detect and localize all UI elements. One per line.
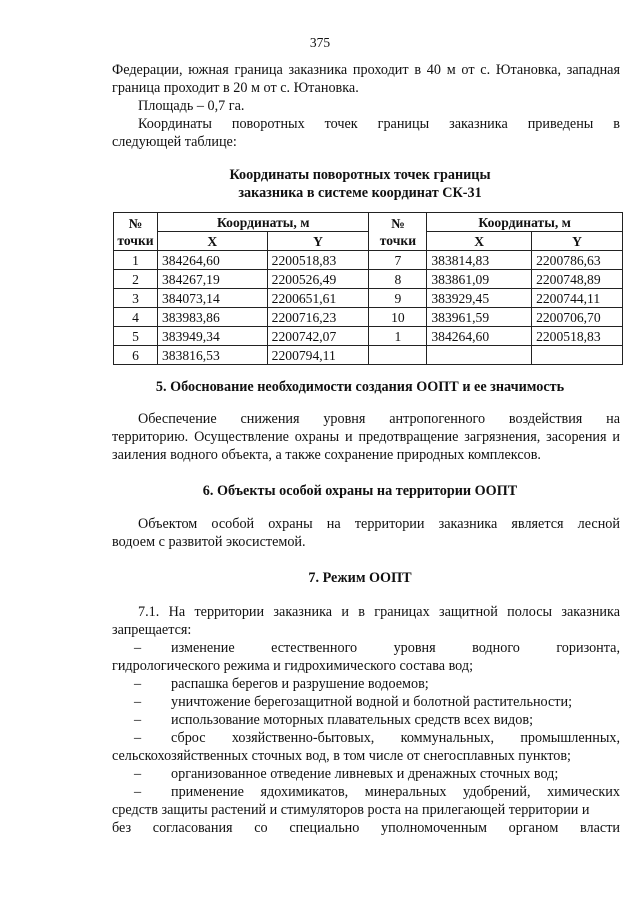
x-value: 383961,59	[427, 308, 532, 327]
point-number: 8	[369, 270, 427, 289]
point-number: 1	[114, 251, 158, 270]
x-value: 384264,60	[427, 327, 532, 346]
y-header: Y	[267, 232, 369, 251]
list-item-first: уничтожение берегозащитной водной и болотной растительности;	[171, 694, 573, 710]
list-item	[112, 694, 620, 712]
point-number: 3	[114, 289, 158, 308]
table-row	[114, 270, 623, 289]
x-value: 383983,86	[157, 308, 267, 327]
x-value: 384073,14	[157, 289, 267, 308]
table-title-line-2: заказника в системе координат СК-31	[238, 185, 482, 201]
table-subheader-row	[114, 232, 623, 251]
y-value: 2200794,11	[267, 346, 369, 365]
table-title-line-1: Координаты поворотных точек границы	[229, 167, 491, 183]
list-item-first: использование моторных плавательных средств всех видов;	[171, 712, 534, 728]
dash-marker: –	[134, 712, 142, 728]
section-5-line-1: Обеспечение снижения уровня антропогенного воздействия на	[138, 411, 620, 427]
point-number-header-bottom: точки	[379, 232, 417, 248]
intro-line-1: Федерации, южная граница заказника проходит в 40 м от с. Ютановка, западная	[112, 62, 620, 78]
list-item-rest: гидрологического режима и гидрохимического состава вод;	[112, 657, 474, 674]
point-number: 7	[369, 251, 427, 270]
list-item	[112, 640, 620, 675]
point-number: 2	[114, 270, 158, 289]
section-6-line-2: водоем с развитой экосистемой.	[112, 534, 306, 550]
section-7-p1-line-1: 7.1. На территории заказника и в границах защитной полосы заказника	[138, 604, 620, 620]
list-item	[112, 676, 620, 694]
y-value: 2200748,89	[532, 270, 623, 289]
point-number-header-top: №	[391, 215, 405, 231]
dash-marker: –	[134, 694, 142, 710]
dash-marker: –	[134, 766, 142, 782]
point-number: 10	[369, 308, 427, 327]
x-value: 383929,45	[427, 289, 532, 308]
list-item-first: организованное отведение ливневых и дренажных сточных вод;	[171, 766, 559, 782]
section-5-rest: территорию. Осуществление охраны и предотвращение загрязнения, засорения и заиления водного объекта, а также сохранение природных комплексов.	[112, 429, 620, 463]
coords-intro-line-2: следующей таблице:	[112, 134, 237, 150]
list-item-rest: средств защиты растений и стимуляторов роста на прилегающей территории и	[112, 801, 590, 818]
intro-line-2: граница проходит в 20 м от с. Ютановка.	[112, 80, 359, 96]
y-value	[532, 346, 623, 365]
x-header-2: X	[427, 232, 532, 251]
x-value: 384267,19	[157, 270, 267, 289]
y-value: 2200742,07	[267, 327, 369, 346]
list-continuation: без согласования со специально уполномоченным органом власти	[112, 820, 620, 836]
dash-marker: –	[134, 730, 142, 746]
point-number: 1	[369, 327, 427, 346]
y-value: 2200706,70	[532, 308, 623, 327]
list-item-first: распашка берегов и разрушение водоемов;	[171, 676, 429, 692]
table-row	[114, 308, 623, 327]
list-item-first: применение ядохимикатов, минеральных удобрений, химических	[171, 784, 620, 800]
point-number: 6	[114, 346, 158, 365]
point-number-header-bottom: точки	[117, 232, 154, 248]
area-text: Площадь – 0,7 га.	[138, 98, 245, 114]
y-value: 2200716,23	[267, 308, 369, 327]
x-header: X	[157, 232, 267, 251]
y-value: 2200786,63	[532, 251, 623, 270]
y-value: 2200651,61	[267, 289, 369, 308]
list-item	[112, 730, 620, 765]
point-number-header-top: №	[128, 215, 143, 231]
point-number-header-2	[369, 213, 427, 251]
section-6-title: 6. Объекты особой охраны на территории ООПТ	[202, 483, 518, 499]
list-item-rest: сельскохозяйственных сточных вод, в том числе от снегосплавных пунктов;	[112, 747, 571, 764]
list-item-first: изменение естественного уровня водного горизонта,	[171, 640, 620, 656]
list-item	[112, 766, 620, 784]
y-value: 2200744,11	[532, 289, 623, 308]
section-7-p1-line-2: запрещается:	[112, 622, 192, 638]
x-value: 383816,53	[157, 346, 267, 365]
section-7-title: 7. Режим ООПТ	[308, 570, 412, 586]
coords-header: Координаты, м	[157, 213, 368, 232]
x-value: 384264,60	[157, 251, 267, 270]
x-value: 383814,83	[427, 251, 532, 270]
point-number: 4	[114, 308, 158, 327]
coordinates-table	[113, 212, 623, 365]
list-item	[112, 712, 620, 730]
list-item	[112, 784, 620, 819]
section-6-line-1: Объектом особой охраны на территории заказника является лесной	[138, 516, 620, 532]
dash-marker: –	[134, 640, 142, 656]
point-number-header	[114, 213, 158, 251]
coords-intro-line-1: Координаты поворотных точек границы заказника приведены в	[138, 116, 620, 132]
y-value: 2200518,83	[267, 251, 369, 270]
x-value: 383861,09	[427, 270, 532, 289]
y-value: 2200518,83	[532, 327, 623, 346]
point-number: 5	[114, 327, 158, 346]
table-header-row	[114, 213, 623, 232]
point-number: 9	[369, 289, 427, 308]
dash-marker: –	[134, 676, 142, 692]
table-row	[114, 251, 623, 270]
table-row	[114, 346, 623, 365]
y-value: 2200526,49	[267, 270, 369, 289]
dash-marker: –	[134, 784, 142, 800]
table-row	[114, 327, 623, 346]
section-5-title: 5. Обоснование необходимости создания ООПТ и ее значимость	[155, 379, 565, 395]
list-item-first: сброс хозяйственно-бытовых, коммунальных, промышленных,	[171, 730, 620, 746]
x-value: 383949,34	[157, 327, 267, 346]
x-value	[427, 346, 532, 365]
table-row	[114, 289, 623, 308]
point-number	[369, 346, 427, 365]
page-number: 375	[309, 35, 331, 50]
coords-header-2: Координаты, м	[427, 213, 623, 232]
y-header-2: Y	[532, 232, 623, 251]
